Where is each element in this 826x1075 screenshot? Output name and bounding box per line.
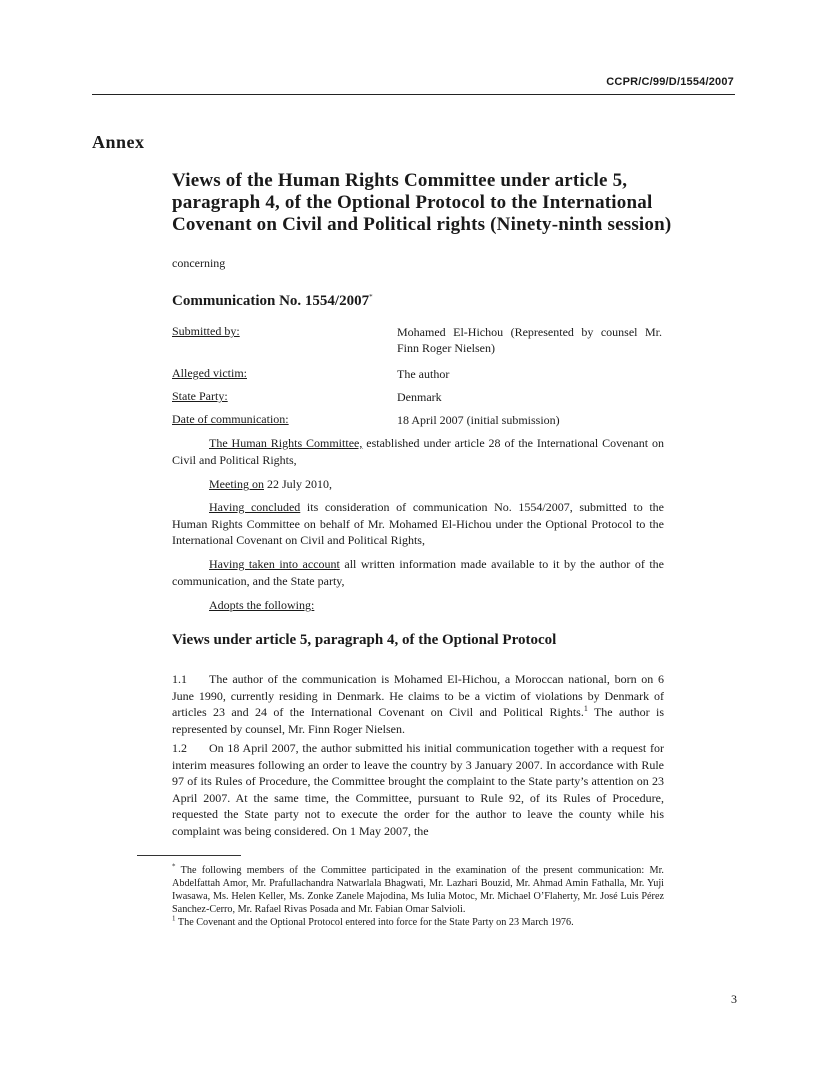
communication-number: Communication No. 1554/2007 — [172, 293, 370, 309]
header-rule — [92, 94, 735, 95]
footnote-star — [172, 864, 664, 916]
adopts-lead: Adopts the following: — [209, 598, 315, 612]
paragraph-text: The author of the communication is Mohamed El-Hichou, a Moroccan national, born on 6 June 1990, currently residing in Denmark. He claims to be a victim of violations by Denmark of articles 23 and 24 of the International Covenant on Civil and Political Rights. — [172, 672, 664, 719]
views-title: Views of the Human Rights Committee under article 5, paragraph 4, of the Optional Protocol to the International Covenant on Civil and Political rights (Ninety-ninth session) — [172, 170, 672, 235]
footnote-1 — [172, 916, 664, 929]
meeting-rest: 22 July 2010, — [264, 477, 333, 491]
footnotes — [172, 864, 664, 929]
committee-rest: established under article 28 of the International Covenant on Civil and Political Rights, — [172, 436, 664, 467]
preamble-committee — [172, 435, 664, 468]
preamble-taken-into-account — [172, 556, 664, 589]
date-of-communication-value: 18 April 2007 (initial submission) — [397, 413, 560, 427]
annex-heading: Annex — [92, 132, 145, 152]
account-lead: Having taken into account — [209, 557, 340, 571]
concluded-lead: Having concluded — [209, 500, 301, 514]
paragraph-text: On 18 April 2007, the author submitted his initial communication together with a request for interim measures following an order to leave the country by 3 January 2007. In accordance with Rule 97 of its Rules of Procedure, the Committee brought the complaint to the State party’s attention on 23 April 2007. At the same time, the Committee, pursuant to Rule 92, of its Rules of Procedure, requested the State party not to execute the order for the author to leave the county while his complaint was being considered. On 1 May 2007, the — [172, 741, 664, 838]
preamble-adopts — [172, 597, 664, 614]
account-rest: all written information made available to it by the author of the communication, and the State party, — [172, 557, 665, 588]
paragraph-1-1 — [172, 671, 664, 737]
preamble-concluded — [172, 499, 664, 549]
submitted-by-label: Submitted by: — [172, 324, 240, 338]
paragraph-text-continued: The author is represented by counsel, Mr. Finn Roger Nielsen. — [172, 705, 664, 736]
views-heading: Views under article 5, paragraph 4, of the Optional Protocol — [172, 632, 557, 648]
state-party-value: Denmark — [397, 390, 442, 404]
committee-lead: The Human Rights Committee, — [209, 436, 363, 450]
meeting-lead: Meeting on — [209, 477, 264, 491]
footnote-text: The Covenant and the Optional Protocol entered into force for the State Party on 23 March 1976. — [177, 917, 574, 928]
page-number: 3 — [731, 992, 737, 1006]
communication-footnote-marker: * — [369, 293, 373, 301]
state-party-label: State Party: — [172, 389, 228, 403]
paragraph-number: 1.2 — [172, 741, 187, 755]
submitted-by-value: Mohamed El-Hichou (Represented by counsel Mr. Finn Roger Nielsen) — [397, 325, 662, 355]
alleged-victim-label: Alleged victim: — [172, 366, 247, 380]
alleged-victim-value: The author — [397, 367, 450, 381]
footnote-marker: 1 — [172, 914, 176, 923]
concluded-rest: its consideration of communication No. 1554/2007, submitted to the Human Rights Committee on behalf of Mr. Mohamed El-Hichou under the Optional Protocol to the International Covenant on Civil and Political Rights, — [172, 500, 664, 547]
document-symbol: CCPR/C/99/D/1554/2007 — [606, 76, 734, 88]
footnote-rule — [137, 855, 241, 856]
communication-title — [172, 293, 373, 310]
concerning-label: concerning — [172, 256, 226, 270]
paragraph-1-2 — [172, 740, 664, 839]
footnote-ref-1: 1 — [583, 704, 588, 713]
paragraph-number: 1.1 — [172, 672, 187, 686]
footnote-marker: * — [172, 862, 176, 871]
footnote-text: The following members of the Committee participated in the examination of the present communication: Mr. Abdelfattah Amor, Mr. Prafullachandra Natwarlala Bhagwati, Mr. Lazhari Bouzid, Mr. Ahmad Amin Fathalla, Mr. Yuji Iwasawa, Ms. Helen Keller, Ms. Zonke Zanele Majodina, Ms Iulia Motoc, Mr. Michael O’Flaherty, Mr. José Luis Pérez Sanchez-Cerro, Mr. Rafael Rivas Posada and Mr. Fabian Omar Salvioli. — [172, 865, 664, 915]
date-of-communication-label: Date of communication: — [172, 412, 289, 426]
preamble-meeting — [172, 476, 664, 493]
